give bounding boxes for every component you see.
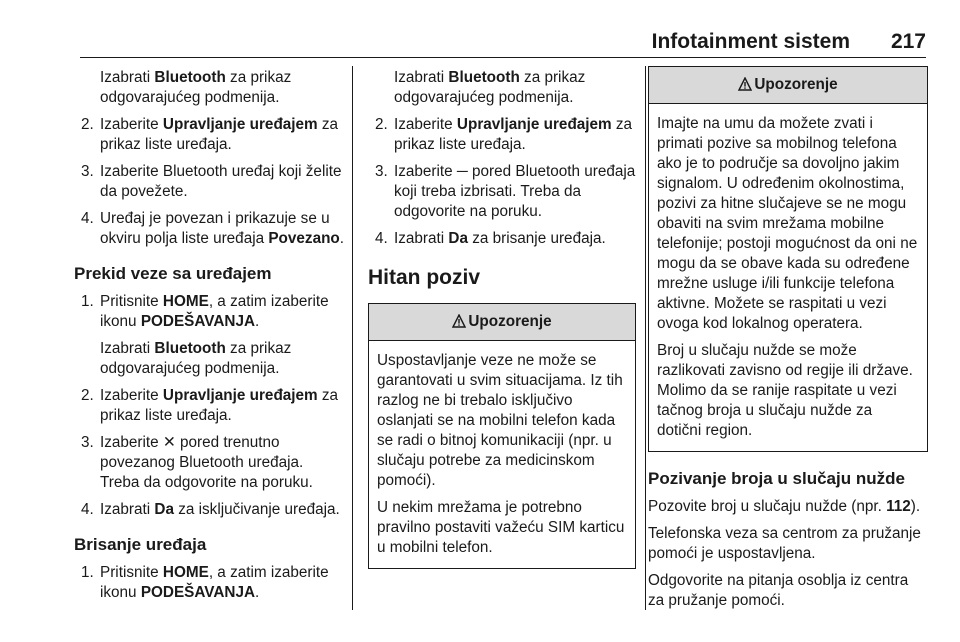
delete-step-3: 3. Izaberite ─ pored Bluetooth uređaja koji treba izbrisati. Treba da odgovorite na poruku.	[375, 163, 636, 220]
column-1	[74, 62, 344, 603]
warning-box-2	[648, 66, 928, 452]
disconnect-step-2: 2. Izaberite Upravljanje uređajem za prikaz liste uređaja.	[81, 387, 339, 424]
section-heading-delete: Brisanje uređaja	[74, 535, 207, 554]
warning-header: Upozorenje	[649, 67, 927, 104]
warning-text-1: Imajte na umu da možete zvati i primati pozive sa mobilnog telefona ako je to područje sa dovoljno jakim signalom. U određenim okolnostima, pozivi za hitne slučajeve se ne mogu obaviti na svim mrežama mobilne telefonije; postoji mogućnost da oni ne mogu da se obave kada su određene mrežne usluge i/ili funkcije telefona aktivne. Možete se raspitati u vezi ovoga kod lokalnog operatera.	[657, 115, 918, 332]
paragraph-3: Odgovorite na pitanja osoblja iz centra za pružanje pomoći.	[648, 572, 909, 609]
warning-body	[369, 341, 635, 568]
section-heading-emergency-call: Pozivanje broja u slučaju nužde	[648, 469, 905, 488]
warning-icon	[738, 69, 752, 105]
warning-box-1	[368, 303, 636, 569]
section-heading-emergency: Hitan poziv	[368, 266, 481, 289]
section-heading-disconnect: Prekid veze sa uređajem	[74, 264, 272, 283]
delete-step-2: 2. Izaberite Upravljanje uređajem za prikaz liste uređaja.	[375, 116, 633, 153]
column-divider-1	[352, 66, 353, 610]
disconnect-step-3: 3. Izaberite ✕ pored trenutno povezanog Bluetooth uređaja. Treba da odgovorite na poruku.	[81, 434, 313, 491]
warning-text-2: Broj u slučaju nužde se može razlikovati zavisno od regije ili države. Molimo da se ranije raspitate u vezi tačnog broja u slučaju nužde za dotični region.	[657, 342, 913, 439]
minus-icon: ─	[456, 163, 468, 180]
delete-step-4: 4. Izabrati Da za brisanje uređaja.	[375, 230, 606, 247]
page-number: 217	[890, 30, 926, 53]
step-1-continuation: Izabrati Bluetooth za prikaz odgovarajućeg podmenija.	[100, 69, 292, 106]
close-icon: ✕	[162, 434, 176, 451]
header-title: Infotainment sistem	[651, 30, 850, 53]
warning-body	[649, 104, 927, 451]
step-2: 2. Izaberite Upravljanje uređajem za prikaz liste uređaja.	[81, 116, 339, 153]
warning-icon	[452, 306, 466, 342]
column-divider-2	[645, 66, 646, 610]
disconnect-step-1-sub: Izabrati Bluetooth za prikaz odgovarajućeg podmenija.	[100, 340, 292, 377]
warning-text-1: Uspostavljanje veze ne može se garantovati u svim situacijama. Iz tih razlog ne bi trebalo isključivo oslanjati se na mobilni telefon kada se radi o bitnoj komunikaciji (npr. u slučaju potrebe za medicinskom pomoći).	[377, 352, 623, 489]
delete-step-1: 1. Pritisnite HOME, a zatim izaberite ikonu PODEŠAVANJA.	[81, 564, 329, 601]
step-4: 4. Uređaj je povezan i prikazuje se u okviru polja liste uređaja Povezano.	[81, 210, 345, 247]
disconnect-step-4: 4. Izabrati Da za isključivanje uređaja.	[81, 501, 340, 518]
disconnect-step-1: 1. Pritisnite HOME, a zatim izaberite ikonu PODEŠAVANJA. Izabrati Bluetooth za prikaz odgovarajućeg podmenija.	[74, 292, 344, 379]
step-3: 3. Izaberite Bluetooth uređaj koji želite da povežete.	[81, 163, 342, 200]
paragraph-1: Pozovite broj u slučaju nužde (npr. 112).	[648, 498, 921, 515]
paragraph-2: Telefonska veza sa centrom za pružanje pomoći je uspostavljena.	[648, 525, 921, 562]
column-3	[648, 62, 928, 611]
page-header	[0, 0, 960, 62]
warning-text-2: U nekim mrežama je potrebno pravilno postaviti važeću SIM karticu u mobilni telefon.	[377, 499, 625, 556]
delete-step-1-continuation: Izabrati Bluetooth za prikaz odgovarajućeg podmenija.	[394, 69, 586, 106]
warning-header: Upozorenje	[369, 304, 635, 341]
column-2	[368, 62, 636, 569]
header-rule	[80, 57, 926, 58]
